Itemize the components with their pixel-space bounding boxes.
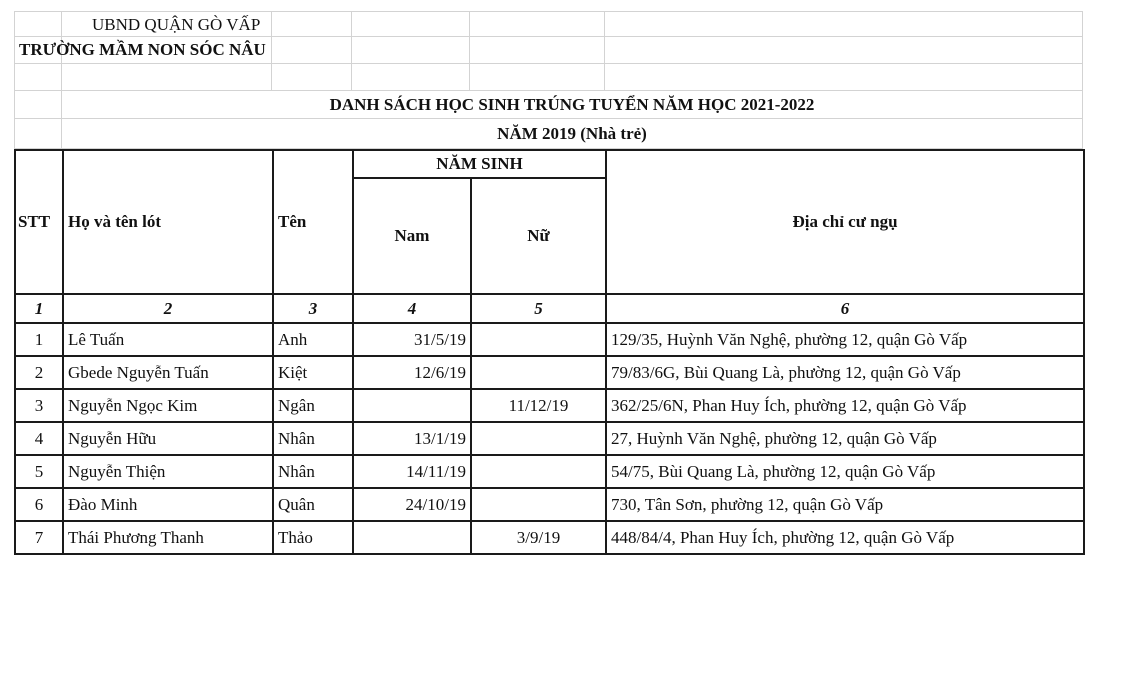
cell-ten[interactable]: Kiệt xyxy=(273,356,353,389)
cell-nam[interactable]: 13/1/19 xyxy=(353,422,471,455)
cell-stt[interactable]: 3 xyxy=(15,389,63,422)
cell-nu[interactable] xyxy=(471,422,606,455)
table-row xyxy=(15,356,1084,389)
cell-nu[interactable] xyxy=(471,488,606,521)
cell-ten[interactable]: Nhân xyxy=(273,455,353,488)
cell-ho-ten-lot[interactable]: Lê Tuấn xyxy=(63,323,273,356)
cell-nu[interactable] xyxy=(471,356,606,389)
cell-ten[interactable]: Anh xyxy=(273,323,353,356)
list-title[interactable]: DANH SÁCH HỌC SINH TRÚNG TUYỂN NĂM HỌC 2021-2022 xyxy=(62,91,1083,119)
cell-nam[interactable] xyxy=(353,521,471,554)
table-row xyxy=(15,521,1084,554)
col-number[interactable]: 2 xyxy=(63,294,273,323)
cell-dia-chi[interactable]: 129/35, Huỳnh Văn Nghệ, phường 12, quận Gò Vấp xyxy=(606,323,1084,356)
col-number[interactable]: 1 xyxy=(15,294,63,323)
cell-ten[interactable]: Quân xyxy=(273,488,353,521)
spreadsheet-sheet xyxy=(14,11,1083,555)
cell-dia-chi[interactable]: 730, Tân Sơn, phường 12, quận Gò Vấp xyxy=(606,488,1084,521)
cell[interactable] xyxy=(62,64,272,91)
cell[interactable] xyxy=(272,37,352,64)
cell[interactable] xyxy=(352,37,470,64)
col-number[interactable]: 3 xyxy=(273,294,353,323)
cell[interactable] xyxy=(14,37,266,64)
cell-ho-ten-lot[interactable]: Nguyễn Hữu xyxy=(63,422,273,455)
cell[interactable] xyxy=(352,64,470,91)
students-table xyxy=(14,149,1085,555)
cell-dia-chi[interactable]: 362/25/6N, Phan Huy Ích, phường 12, quận Gò Vấp xyxy=(606,389,1084,422)
header-row-empty xyxy=(14,64,1083,91)
cell-nam[interactable]: 14/11/19 xyxy=(353,455,471,488)
header-row-title xyxy=(14,91,1083,119)
cell[interactable] xyxy=(605,37,1083,64)
col-number[interactable]: 4 xyxy=(353,294,471,323)
cell-nam[interactable]: 31/5/19 xyxy=(353,323,471,356)
cell[interactable] xyxy=(470,37,605,64)
table-row xyxy=(15,422,1084,455)
cell-ten[interactable]: Thảo xyxy=(273,521,353,554)
cell-stt[interactable]: 6 xyxy=(15,488,63,521)
cell[interactable] xyxy=(272,11,352,37)
cell-nu[interactable] xyxy=(471,323,606,356)
cell-nam[interactable]: 12/6/19 xyxy=(353,356,471,389)
col-nam-sinh-header[interactable]: NĂM SINH xyxy=(353,150,606,178)
col-number[interactable]: 6 xyxy=(606,294,1084,323)
authority-name: UBND QUẬN GÒ VẤP xyxy=(92,15,261,34)
cell[interactable] xyxy=(470,64,605,91)
table-row xyxy=(15,323,1084,356)
cell-nu[interactable]: 3/9/19 xyxy=(471,521,606,554)
header-row-subtitle xyxy=(14,119,1083,149)
cell-ten[interactable]: Nhân xyxy=(273,422,353,455)
cell-stt[interactable]: 2 xyxy=(15,356,63,389)
cell-nu[interactable]: 11/12/19 xyxy=(471,389,606,422)
cell-ho-ten-lot[interactable]: Nguyễn Thiện xyxy=(63,455,273,488)
cell-dia-chi[interactable]: 54/75, Bùi Quang Là, phường 12, quận Gò Vấp xyxy=(606,455,1084,488)
col-nu-header[interactable]: Nữ xyxy=(471,178,606,294)
cell-ten[interactable]: Ngân xyxy=(273,389,353,422)
cell[interactable] xyxy=(605,11,1083,37)
cell[interactable] xyxy=(470,11,605,37)
cell[interactable] xyxy=(14,64,62,91)
table-row xyxy=(15,389,1084,422)
table-header-row xyxy=(15,150,1084,178)
cell-stt[interactable]: 1 xyxy=(15,323,63,356)
cell-nam[interactable]: 24/10/19 xyxy=(353,488,471,521)
cell-ho-ten-lot[interactable]: Nguyễn Ngọc Kim xyxy=(63,389,273,422)
cell-ho-ten-lot[interactable]: Thái Phương Thanh xyxy=(63,521,273,554)
cell-stt[interactable]: 4 xyxy=(15,422,63,455)
cell-ho-ten-lot[interactable]: Đào Minh xyxy=(63,488,273,521)
cell-dia-chi[interactable]: 79/83/6G, Bùi Quang Là, phường 12, quận Gò Vấp xyxy=(606,356,1084,389)
cell[interactable] xyxy=(62,11,272,37)
cell-nam[interactable] xyxy=(353,389,471,422)
col-stt-header[interactable]: STT xyxy=(15,150,63,294)
list-subtitle[interactable]: NĂM 2019 (Nhà trẻ) xyxy=(62,119,1083,149)
cell-nu[interactable] xyxy=(471,455,606,488)
cell[interactable] xyxy=(14,91,62,119)
cell-dia-chi[interactable]: 27, Huỳnh Văn Nghệ, phường 12, quận Gò Vấp xyxy=(606,422,1084,455)
col-dia-chi-header[interactable]: Địa chỉ cư ngụ xyxy=(606,150,1084,294)
col-nam-header[interactable]: Nam xyxy=(353,178,471,294)
header-row-school xyxy=(14,37,1083,64)
table-row xyxy=(15,488,1084,521)
col-number[interactable]: 5 xyxy=(471,294,606,323)
cell[interactable] xyxy=(605,64,1083,91)
col-ten-header[interactable]: Tên xyxy=(273,150,353,294)
cell-dia-chi[interactable]: 448/84/4, Phan Huy Ích, phường 12, quận Gò Vấp xyxy=(606,521,1084,554)
header-row-authority xyxy=(14,11,1083,37)
cell-stt[interactable]: 7 xyxy=(15,521,63,554)
col-ho-ten-lot-header[interactable]: Họ và tên lót xyxy=(63,150,273,294)
cell-stt[interactable]: 5 xyxy=(15,455,63,488)
school-name: TRƯỜNG MẦM NON SÓC NÂU xyxy=(19,40,266,59)
table-row xyxy=(15,455,1084,488)
cell[interactable] xyxy=(272,64,352,91)
cell-ho-ten-lot[interactable]: Gbede Nguyễn Tuấn xyxy=(63,356,273,389)
cell[interactable] xyxy=(14,11,62,37)
column-number-row xyxy=(15,294,1084,323)
cell[interactable] xyxy=(14,119,62,149)
cell[interactable] xyxy=(352,11,470,37)
